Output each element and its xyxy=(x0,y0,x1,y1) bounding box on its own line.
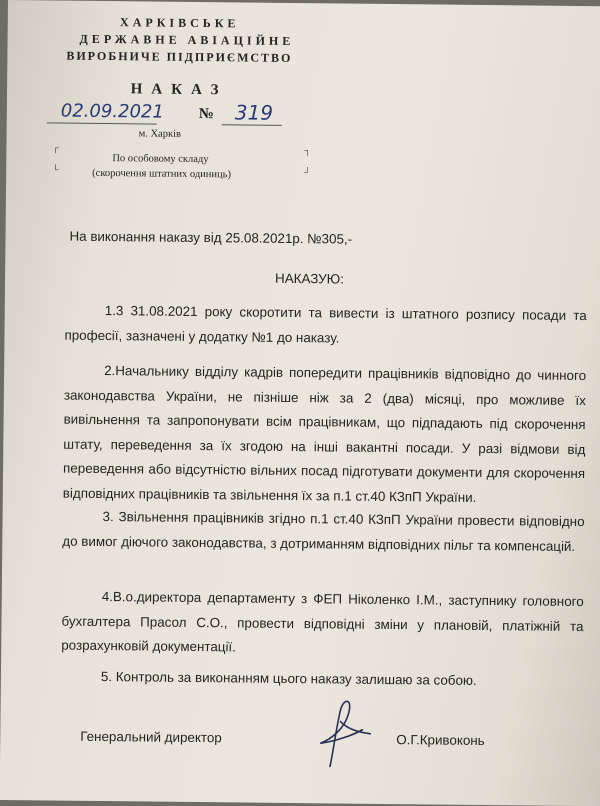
city: м. Харків xyxy=(138,128,182,140)
order-heading: НАКАЗУЮ: xyxy=(275,270,345,287)
handwritten-number: 319 xyxy=(234,100,274,125)
order-paragraph-4: 4.В.о.директора департаменту з ФЕП Ніколенко І.М., заступнику головного бухгалтера Прасол С.О., провести відповідні зміни у плановій, платіжній та розрахунковій документації. xyxy=(61,589,584,655)
date-underline xyxy=(47,122,157,124)
order-paragraph-5: 5. Контроль за виконанням цього наказу залишаю за собою. xyxy=(100,669,477,688)
handwritten-date: 02.09.2021 xyxy=(60,100,165,123)
signatory-title: Генеральний директор xyxy=(80,728,222,746)
order-paragraph-3: 3. Звільнення працівників згідно п.1 ст.40 КЗпП України провести відповідно до вимог діючого законодавства, з дотриманням відповідних пільг та компенсацій. xyxy=(62,509,585,554)
corner-mark-bottom-right: ┘ xyxy=(304,167,311,178)
order-paragraph-2: 2.Начальнику відділу кадрів попередити працівників відповідно до чинного законодавства України, не пізніше ніж за 2 (два) місяці, про можливе їх вивільнення та запропонувати всім працівникам, що підпадають під скорочення штату, переведення за їх згодою на інші вакантні посади. У разі відмови від переведення або відсутністю вільних посад підготувати документи для скорочення відповідних працівників та звільнення їх за п.1 ст.40 КЗпП України. xyxy=(62,363,587,505)
org-name-line-2: ДЕРЖАВНЕ АВІАЦІЙНЕ xyxy=(79,31,295,49)
signatory-name: О.Г.Кривоконь xyxy=(396,732,485,749)
order-paragraph-1: 1.3 31.08.2021 року скоротити та вивести із штатного розпису посади та професії, зазначені у додатку №1 до наказу. xyxy=(64,303,587,345)
date-number-row xyxy=(47,100,277,128)
number-sign: № xyxy=(198,106,214,123)
org-name-line-3: ВИРОБНИЧЕ ПІДПРИЄМСТВО xyxy=(66,48,293,65)
number-underline xyxy=(222,124,282,126)
corner-mark-bottom-left: └ xyxy=(52,164,59,175)
preamble: На виконання наказу від 25.08.2021р. №305,- xyxy=(69,228,353,247)
corner-mark-top-left: ┌ xyxy=(52,142,59,153)
handwritten-signature xyxy=(300,691,381,772)
subject-line-1: По особовому складу xyxy=(112,153,209,166)
subject-line-2: (скорочення штатних одиниць) xyxy=(92,167,232,181)
doc-type-title: НАКАЗ xyxy=(130,81,228,99)
org-name-line-1: ХАРКІВСЬКЕ xyxy=(120,15,240,31)
corner-mark-top-right: ┐ xyxy=(304,145,311,156)
